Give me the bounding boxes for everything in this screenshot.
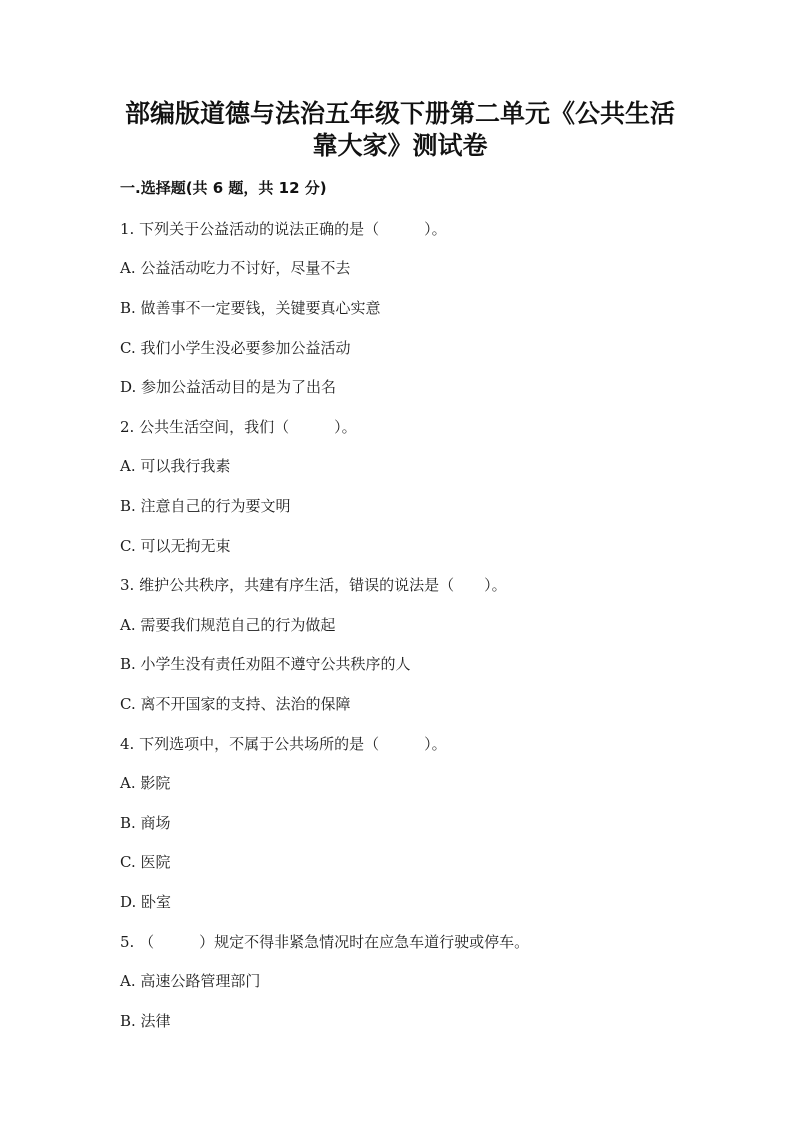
question-5-option-a: A. 高速公路管理部门	[120, 972, 261, 990]
question-4-stem: 4. 下列选项中，不属于公共场所的是（ ）。	[120, 735, 447, 753]
exam-title-line-1: 部编版道德与法治五年级下册第二单元《公共生活	[124, 99, 675, 128]
question-1-option-d: D. 参加公益活动目的是为了出名	[120, 378, 337, 396]
question-4-option-d: D. 卧室	[120, 893, 172, 911]
question-1-stem: 1. 下列关于公益活动的说法正确的是（ ）。	[120, 220, 447, 238]
exam-title-line-2: 靠大家》测试卷	[312, 131, 488, 160]
question-4-option-c: C. 医院	[120, 853, 171, 871]
question-3-option-a: A. 需要我们规范自己的行为做起	[120, 616, 336, 634]
question-2-option-c: C. 可以无拘无束	[120, 537, 231, 555]
question-2-option-a: A. 可以我行我素	[120, 457, 231, 475]
question-4-option-b: B. 商场	[120, 814, 171, 832]
section-heading: 一.选择题(共 6 题，共 12 分)	[120, 179, 327, 197]
question-1-option-a: A. 公益活动吃力不讨好，尽量不去	[120, 259, 351, 277]
question-2-stem: 2. 公共生活空间，我们（ ）。	[120, 418, 357, 436]
question-5-option-b: B. 法律	[120, 1012, 171, 1030]
question-3-stem: 3. 维护公共秩序，共建有序生活，错误的说法是（ ）。	[120, 576, 507, 594]
question-3-option-b: B. 小学生没有责任劝阻不遵守公共秩序的人	[120, 655, 411, 673]
question-4-option-a: A. 影院	[120, 774, 171, 792]
question-1-option-c: C. 我们小学生没必要参加公益活动	[120, 339, 351, 357]
question-5-stem: 5. （ ）规定不得非紧急情况时在应急车道行驶或停车。	[120, 933, 530, 951]
question-1-option-b: B. 做善事不一定要钱，关键要真心实意	[120, 299, 381, 317]
question-3-option-c: C. 离不开国家的支持、法治的保障	[120, 695, 351, 713]
question-2-option-b: B. 注意自己的行为要文明	[120, 497, 291, 515]
